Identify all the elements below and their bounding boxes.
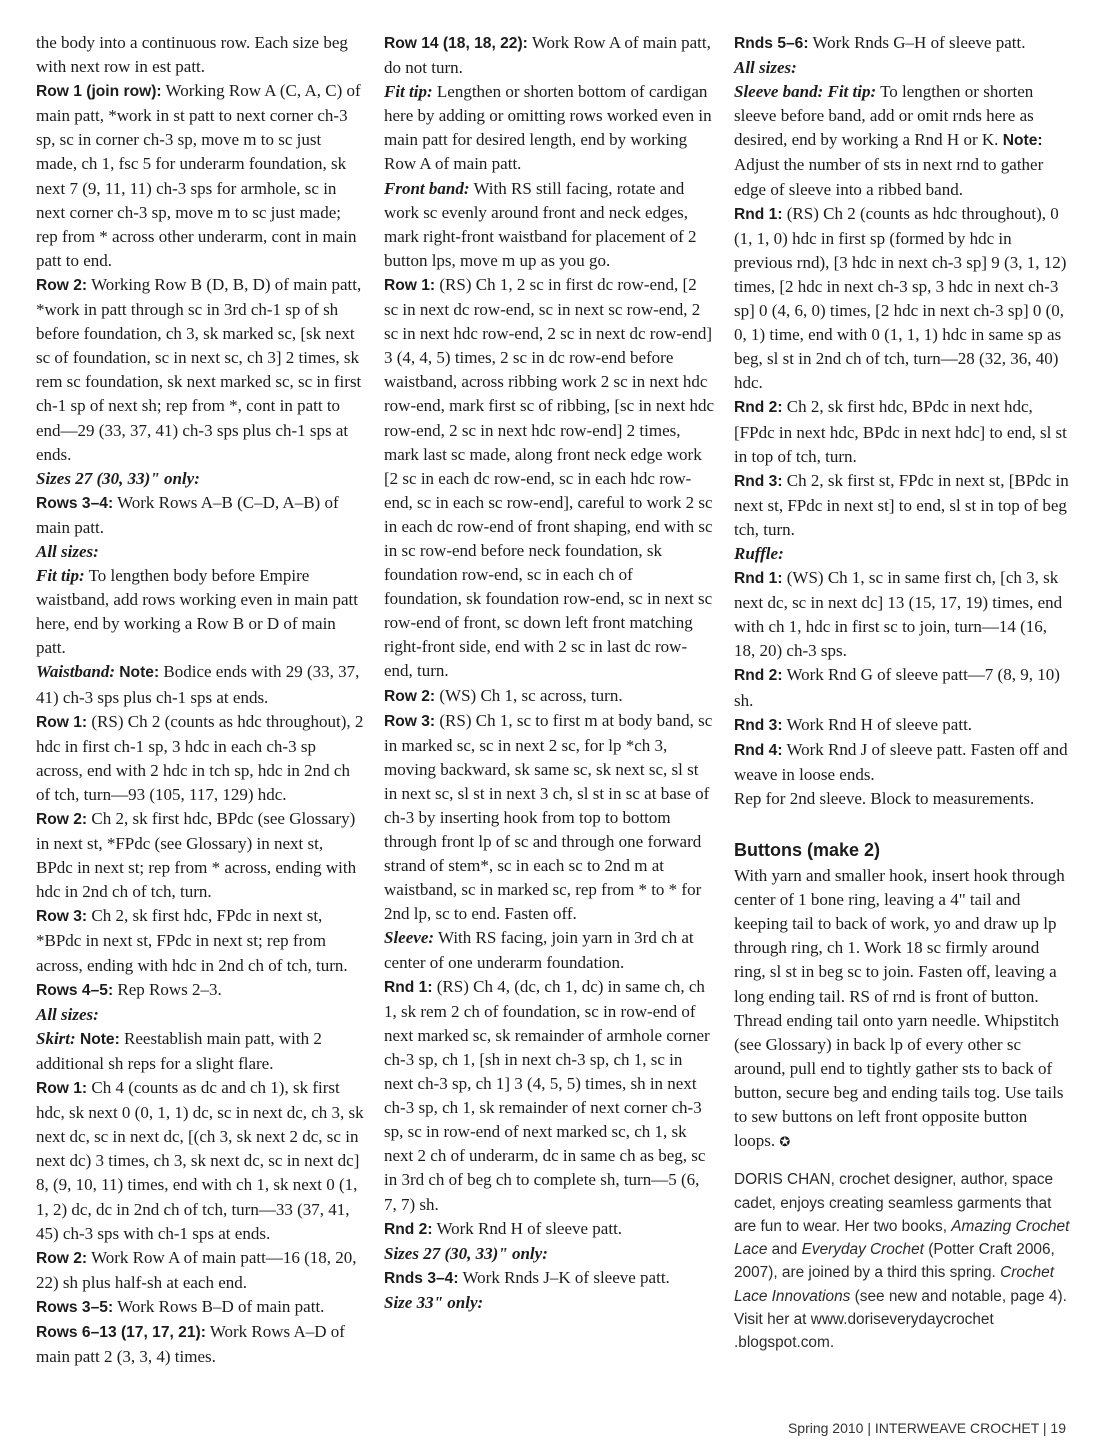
instruction-paragraph [36,1027,364,1076]
instruction-text: Work Rnd H of sleeve patt. [432,1218,623,1238]
instruction-lead: Ruffle: [734,543,784,563]
instruction-text: Adjust the number of sts in next rnd to gather edge of sleeve into a ribbed band. [734,155,1044,199]
instruction-text: Working Row A (C, A, C) of main patt, *work in st patt to next corner ch-3 sp, sc in corner ch-3 sp, move m to sc just made, ch 1, fsc 5 for underarm foundation, sk next 7 (9, 11, 11) ch-3 sps for armhole, sc in next corner ch-3 sp, move m to sc just made; rep from * across other underarm, cont in main patt to end. [36,81,361,270]
instruction-paragraph [384,31,714,80]
instruction-lead: Row 3: [36,908,88,926]
instruction-paragraph [734,469,1072,542]
instruction-paragraph [384,1242,714,1266]
instruction-lead: Row 14 (18, 18, 22): [384,35,528,52]
instruction-lead: Fit tip: [36,566,85,586]
instruction-text: Bodice ends with 29 (33, 37, 41) ch-3 sps plus ch-1 sps at ends. [36,662,360,707]
buttons-text [734,864,1072,1154]
instruction-paragraph [36,1003,364,1027]
instruction-text: the body into a continuous row. Each size beg with next row in est patt. [36,33,348,77]
instruction-text: (WS) Ch 1, sc across, turn. [435,685,623,705]
instruction-text: With RS still facing, rotate and work sc evenly around front and neck edges, mark right-front waistband for placement of 2 button lps, move m up as you go. [384,178,697,270]
column-3-instructions [734,31,1072,811]
instruction-lead: Rows 3–5: [36,1298,114,1316]
instruction-paragraph [384,709,714,927]
instruction-lead: Rows 4–5: [36,981,114,999]
instruction-paragraph [384,1266,714,1291]
instruction-text: Ch 4 (counts as dc and ch 1), sk first hdc, sk next 0 (0, 1, 1) dc, sc in next dc, ch 3, sk next dc, sc in next dc, [(ch 3, sk next 2 dc, sc in next dc) 3 times, ch 3, sk next dc, sc in next dc] 8, (9, 10, 11) times, end with ch 1, sk next 0 (1, 1, 2) dc, dc in 2nd ch of tch, turn—33 (37, 41, 45) ch-3 sps with ch-1 sps at ends. [36,1078,364,1243]
instruction-paragraph [36,1320,364,1369]
instruction-paragraph [384,177,714,273]
instruction-lead: Rnds 5–6: [734,35,809,52]
bio-book-2: Everyday Crochet [801,1241,924,1259]
instruction-paragraph [36,710,364,807]
instruction-lead: Front band: [384,178,470,198]
instruction-text: Work Rows A–D of main patt 2 (3, 3, 4) times. [36,1321,345,1367]
instruction-lead: Sleeve band: Fit tip: [734,82,877,102]
instruction-paragraph [734,713,1072,738]
buttons-instructions: With yarn and smaller hook, insert hook through center of 1 bone ring, leaving a 4" tail and keeping tail to back of work, yo and draw up lp through ring, ch 1. Work 18 sc firmly around ring, sl st in beg sc to join. Fasten off, leaving a long ending tail. RS of rnd is front of button. Thread ending tail onto yarn needle. Whipstitch (see Glossary) in back lp of every other sc around, pull end to tightly gather sts to back of button, secure beg and ending tails tog. Use tails to sew buttons on left front opposite button loops. [734,866,1065,1151]
instruction-paragraph [36,1295,364,1320]
instruction-paragraph [36,1246,364,1295]
instruction-paragraph [384,1217,714,1242]
instruction-text: With RS facing, join yarn in 3rd ch at center of one underarm foundation. [384,928,694,972]
note-label: Note: [998,132,1043,150]
column-1 [36,31,364,1369]
instruction-paragraph [734,566,1072,663]
instruction-paragraph [36,978,364,1003]
instruction-text: Ch 2, sk first st, FPdc in next st, [BPdc in next st, FPdc in next st] to end, sl st in top of beg tch, turn. [734,470,1069,539]
bio-book-1: Amazing Crochet Lace [734,1217,1070,1259]
instruction-lead: Rnds 3–4: [384,1269,459,1287]
instruction-text: (RS) Ch 1, sc to first m at body band, sc in marked sc, sc in next 2 sc, for lp *ch 3, moving backward, sk same sc, sk next sc, sl st in next sc, sl st in next 3 ch, sl st in sc at base of ch-3 by inserting hook from top to bottom through front lp of sc and through one forward strand of stem*, sc in each sc to 2nd m at waistband, sc in marked sc, rep from * to * for 2nd lp, sc to end. Fasten off. [384,710,713,924]
instruction-text: (RS) Ch 2 (counts as hdc throughout), 0 (1, 1, 0) hdc in first sp (formed by hdc in previous rnd), [3 hdc in next ch-3 sp] 9 (3, 1, 12) times, [2 hdc in next ch-3 sp, 3 hdc in next ch-3 sp] 0 (4, 6, 0) times, [2 hdc in next ch-3 sp] 0 (0, 0, 1) time, end with 0 (1, 1, 1) hdc in same sp as beg, sl st in 2nd ch of tch, turn—28 (32, 36, 40) hdc. [734,203,1067,393]
instruction-paragraph [384,273,714,684]
note-label: Note: [79,1030,120,1048]
bio-text: (Potter Craft 2006, 2007), are joined by a third this spring. [734,1241,1055,1282]
instruction-text: Work Rnd G of sleeve patt—7 (8, 9, 10) sh. [734,665,1060,710]
instruction-paragraph [384,926,714,974]
instruction-lead: Skirt: [36,1028,76,1048]
instruction-lead: Rnd 2: [734,667,783,685]
instruction-paragraph [384,684,714,709]
instruction-lead: All sizes: [36,1004,99,1024]
buttons-heading: Buttons (make 2) [734,840,881,860]
instruction-text: Work Rnd H of sleeve patt. [782,714,973,734]
instruction-text: Ch 2, sk first hdc, BPdc (see Glossary) in next st, *FPdc (see Glossary) in next st, BPdc in next st; rep from * across, ending with hdc in 2nd ch of tch, turn. [36,809,357,902]
instruction-lead: Sleeve: [384,928,435,948]
instruction-lead: Row 2: [36,276,88,294]
instruction-text: Ch 2, sk first hdc, BPdc in next hdc, [FPdc in next hdc, BPdc in next hdc] to end, sl st in top of tch, turn. [734,397,1067,466]
instruction-paragraph [36,904,364,977]
instruction-text: Work Rnds G–H of sleeve patt. [808,33,1026,52]
instruction-text: Work Row A of main patt, do not turn. [384,33,711,78]
instruction-lead: Waistband: [36,662,116,682]
instruction-lead: Row 2: [36,1249,88,1267]
instruction-paragraph [734,738,1072,787]
instruction-lead: Rnd 3: [734,716,783,734]
instruction-paragraph [734,787,1072,811]
author-bio [734,1168,1072,1354]
instruction-text: Rep Rows 2–3. [113,979,222,999]
instruction-paragraph [36,273,364,467]
page-footer: Spring 2010 | INTERWEAVE CROCHET | 19 [787,1420,1066,1436]
instruction-text: (RS) Ch 1, 2 sc in first dc row-end, [2 sc in next dc row-end, sc in next sc row-end, 2 sc in next hdc row-end, 2 sc in next dc row-end] 3 (4, 4, 5) times, 2 sc in dc row-end before waistband, across ribbing work 2 sc in next hdc row-end, mark first sc of ribbing, [sc in next hdc row-end, 2 sc in next hdc row-end] 2 times, mark last sc made, along front neck edge work [2 sc in each dc row-end, sc in each hdc row-end, sc in each sc row-end], careful to work 2 sc in each dc row-end of front shaping, end with sc in sc row-end before neck foundation, sk foundation row-end, sc in each ch of foundation, sk foundation row-end, sc in next sc row-end of front, sc down left front matching right-front side, end with 2 sc in last dc row-end, turn. [384,274,714,681]
instruction-paragraph [36,31,364,79]
instruction-paragraph [734,202,1072,396]
instruction-lead: Rnd 2: [384,1220,433,1238]
instruction-paragraph [36,807,364,904]
instruction-lead: Row 2: [36,811,88,828]
instruction-paragraph [734,31,1072,56]
instruction-paragraph [734,56,1072,80]
instruction-text: To lengthen or shorten sleeve before band, add or omit rnds here as desired, end by working a Rnd H or K. [734,82,1034,150]
instruction-text: Rep for 2nd sleeve. Block to measurements. [734,788,1035,808]
bio-text: and [767,1241,802,1259]
instruction-lead: Row 3: [384,712,436,730]
instruction-paragraph [734,663,1072,712]
instruction-lead: Row 1: [384,276,436,294]
instruction-lead: Rnd 1: [384,978,433,996]
instruction-text: Working Row B (D, B, D) of main patt, *work in patt through sc in 3rd ch-1 sp of sh before foundation, ch 3, sk marked sc, [sk next sc of foundation, sc in next sc, ch 3] 2 times, sk rem sc foundation, sk next marked sc, sc in first ch-1 sp of next sh; rep from *, cont in patt to end—29 (33, 37, 41) ch-3 sps plus ch-1 sps at ends. [36,274,362,464]
instruction-paragraph [734,395,1072,468]
instruction-lead: Rnd 2: [734,399,783,417]
instruction-lead: Row 1: [36,713,88,731]
instruction-paragraph [36,79,364,273]
instruction-lead: Row 1 (join row): [36,83,162,101]
instruction-paragraph [36,491,364,540]
instruction-lead: Rnd 1: [734,570,783,588]
instruction-text: (RS) Ch 2 (counts as hdc throughout), 2 hdc in first ch-1 sp, 3 hdc in each ch-3 sp across, end with 2 hdc in tch sp, hdc in 2nd ch of tch, turn—93 (105, 117, 129) hdc. [36,711,364,804]
instruction-text: (RS) Ch 4, (dc, ch 1, dc) in same ch, ch 1, sk rem 2 ch of foundation, sc in row-end of next marked sc, sk remainder of armhole corner ch-3 sp, ch 1, [sh in next ch-3 sp, ch 1, sc in next ch-3 sp, ch 1] 3 (4, 5, 5) times, sh in next ch-3 sp, ch 1, sk remainder of next corner ch-3 sp, sc in row-end of next marked sc, ch 1, sk next 2 ch of underarm, dc in same ch as beg, sc in 3rd ch of beg ch to complete sh, turn—5 (6, 7, 7) sh. [384,976,710,1214]
instruction-text: Work Rows A–B (C–D, A–B) of main patt. [36,492,339,537]
bio-text: (see new and notable, page 4). Visit her at www.doriseverydaycrochet .blogspot.com. [734,1287,1067,1352]
instruction-text: Lengthen or shorten bottom of cardigan here by adding or omitting rows worked even in main patt for desired length, end by working Row A of main patt. [384,82,712,174]
instruction-lead: Rnd 1: [734,205,783,223]
instruction-paragraph [36,1076,364,1246]
instruction-lead: All sizes: [36,541,99,561]
instruction-lead: Rows 6–13 (17, 17, 21): [36,1323,206,1341]
instruction-paragraph [36,540,364,564]
instruction-text: Reestablish main patt, with 2 additional sh reps for a slight flare. [36,1028,322,1073]
instruction-lead: Sizes 27 (30, 33)" only: [384,1243,548,1263]
instruction-text: (WS) Ch 1, sc in same first ch, [ch 3, sk next dc, sc in next dc] 13 (15, 17, 19) times, end with ch 1, hdc in first sc to join, turn—14 (16, 18, 20) ch-3 sps. [734,568,1063,661]
note-label: Note: [119,664,160,682]
instruction-lead: Row 2: [384,687,436,705]
instruction-lead: Rows 3–4: [36,494,114,512]
instruction-paragraph [384,1291,714,1315]
end-mark-icon: ✪ [779,1134,791,1150]
instruction-lead: Size 33" only: [384,1292,484,1312]
instruction-paragraph [384,975,714,1217]
instruction-text: Work Rnds J–K of sleeve patt. [458,1267,670,1287]
instruction-paragraph [384,80,714,176]
instruction-text: Work Rows B–D of main patt. [113,1296,325,1316]
instruction-lead: All sizes: [734,58,797,78]
instruction-lead: Sizes 27 (30, 33)" only: [36,468,200,488]
instruction-text: Work Row A of main patt—16 (18, 20, 22) sh plus half-sh at each end. [36,1247,357,1292]
instruction-paragraph [36,467,364,491]
instruction-text: To lengthen body before Empire waistband, add rows working even in main patt here, end by working a Row B or D of main patt. [36,566,358,658]
instruction-lead: Rnd 4: [734,741,783,759]
column-2 [384,31,714,1315]
bio-text: DORIS CHAN, crochet designer, author, space cadet, enjoys creating seamless garments that are fun to wear. Her two books, [734,1171,1054,1235]
instruction-paragraph [734,542,1072,566]
instruction-paragraph [36,660,364,709]
bio-book-3: Crochet Lace Innovations [734,1264,1054,1305]
instruction-text: Work Rnd J of sleeve patt. Fasten off and weave in loose ends. [734,739,1068,784]
instruction-paragraph [734,80,1072,201]
column-3 [734,31,1072,1355]
instruction-lead: Fit tip: [384,82,433,102]
instruction-lead: Rnd 3: [734,472,783,490]
instruction-text: Ch 2, sk first hdc, FPdc in next st, *BPdc in next st, FPdc in next st; rep from across, ending with hdc in 2nd ch of tch, turn. [36,906,348,975]
instruction-lead: Row 1: [36,1080,88,1098]
instruction-paragraph [36,564,364,660]
